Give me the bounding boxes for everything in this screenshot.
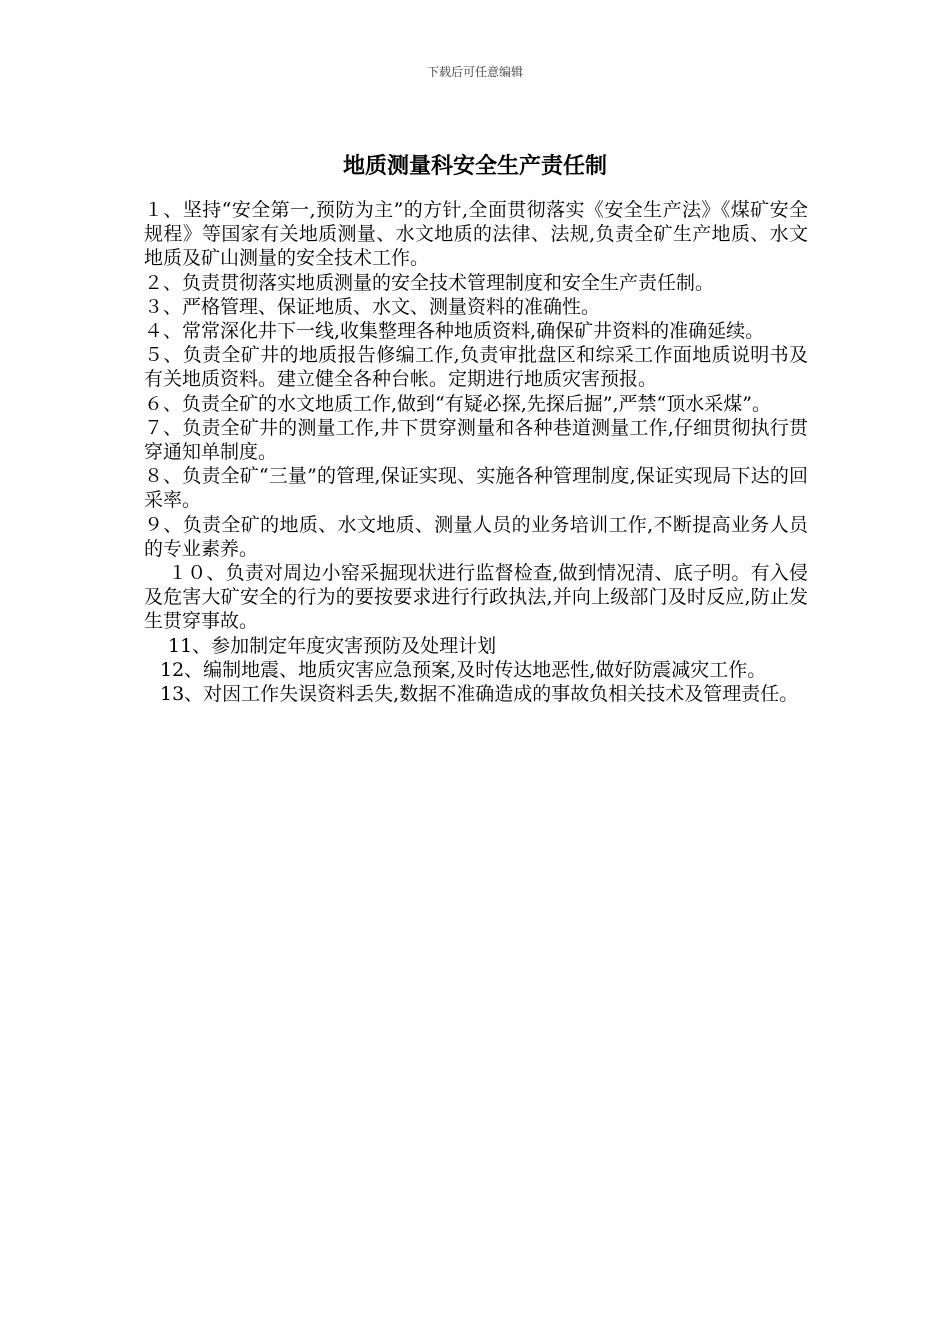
- clause-13: 13、对因工作失误资料丢失,数据不准确造成的事故负相关技术及管理责任。: [160, 683, 799, 706]
- document-body: [144, 198, 808, 706]
- clause-5: ５、负责全矿井的地质报告修编工作,负责审批盘区和综采工作面地质说明书及有关地质资料。建立健全各种台帐。定期进行地质灾害预报。: [144, 344, 808, 391]
- document-title: 地质测量科安全生产责任制: [342, 154, 607, 179]
- clause-9: ９、负责全矿的地质、水文地质、测量人员的业务培训工作,不断提高业务人员的专业素养。: [144, 513, 808, 560]
- clause-11: 11、参加制定年度灾害预防及处理计划: [168, 634, 497, 657]
- clause-3: ３、严格管理、保证地质、水文、测量资料的准确性。: [144, 295, 601, 318]
- clause-7: ７、负责全矿井的测量工作,井下贯穿测量和各种巷道测量工作,仔细贯彻执行贯穿通知单制度。: [144, 416, 808, 464]
- clause-8: ８、负责全矿“三量”的管理,保证实现、实施各种管理制度,保证实现局下达的回采率。: [144, 465, 808, 512]
- clause-2: ２、负责贯彻落实地质测量的安全技术管理制度和安全生产责任制。: [144, 271, 715, 294]
- clause-4: ４、常常深化井下一线,收集整理各种地质资料,确保矿井资料的准确延续。: [144, 320, 765, 343]
- clause-10: １０、负责对周边小窑采掘现状进行监督检查,做到情况清、底子明。有入侵及危害大矿安全的行为的要按要求进行行政执法,并向上级部门及时反应,防止发生贯穿事故。: [144, 562, 808, 633]
- clause-12: 12、编制地震、地质灾害应急预案,及时传达地恶性,做好防震减灾工作。: [160, 658, 767, 681]
- page-header-note: 下载后可任意编辑: [426, 65, 523, 79]
- clause-6: ６、负责全矿的水文地质工作,做到“有疑必探,先探后掘”,严禁“顶水采煤”。: [144, 392, 771, 415]
- clause-1: １、坚持“安全第一,预防为主”的方针,全面贯彻落实《安全生产法》《煤矿安全规程》等国家有关地质测量、水文地质的法律、法规,负责全矿生产地质、水文地质及矿山测量的安全技术工作。: [144, 199, 808, 270]
